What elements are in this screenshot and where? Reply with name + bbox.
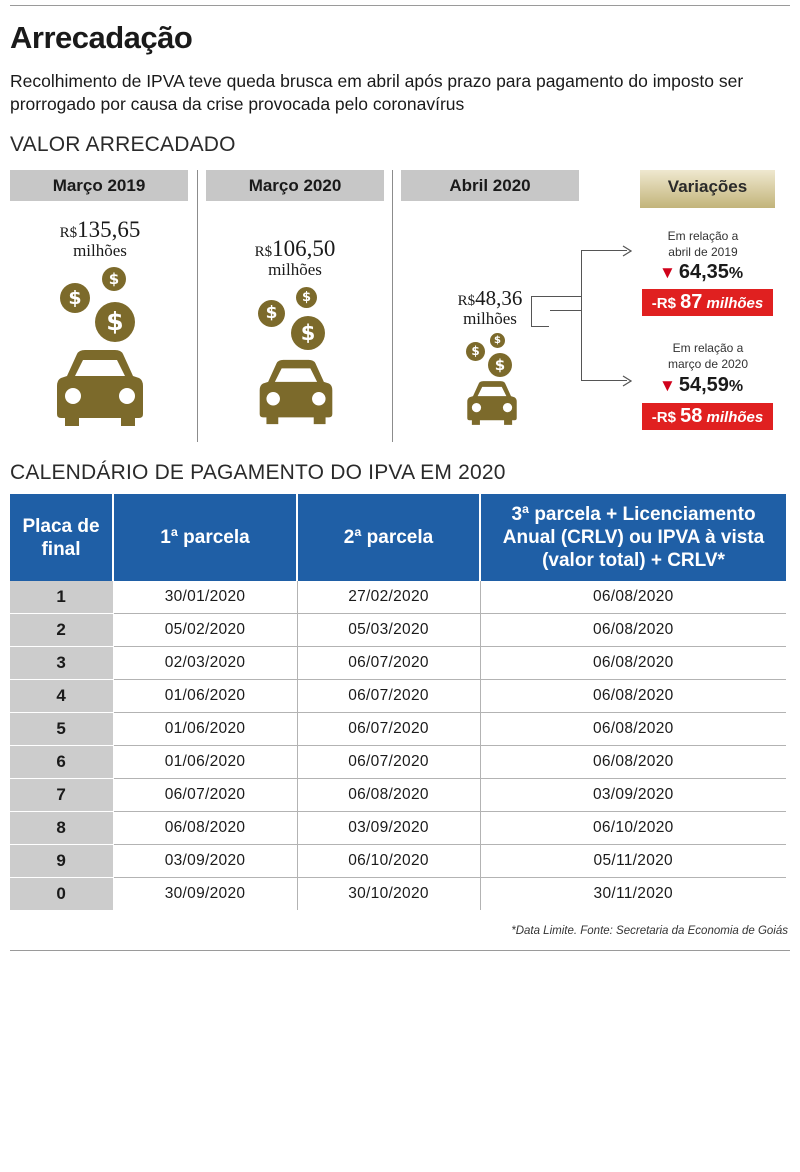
arrow-line [581,250,627,251]
date-cell: 06/08/2020 [480,746,786,779]
variation-percent [659,261,743,284]
date-cell: 27/02/2020 [297,581,480,614]
percent-sign: % [728,265,744,282]
payment-calendar-table [10,494,786,910]
down-triangle-icon: ▼ [659,263,676,282]
column-header-3rd-installment: 3ª parcela + Licenciamento Anual (CRLV) ou IPVA à vista (valor total) + CRLV* [480,494,786,581]
date-cell: 06/07/2020 [113,779,297,812]
table-row [10,614,786,647]
variation-relation: Em relação a abril de 2019 [667,229,739,259]
table-row [10,779,786,812]
table-row [10,680,786,713]
date-cell: 01/06/2020 [113,680,297,713]
coin-icon: $ [488,353,512,377]
date-cell: 06/08/2020 [480,614,786,647]
plate-final-cell: 1 [10,581,113,614]
arrow-line [581,380,627,381]
page-title: Arrecadação [10,20,193,55]
diff-value: 87 [680,291,703,313]
variation-diff-badge [642,289,773,316]
currency-label: R$ [254,244,273,260]
date-cell: 06/10/2020 [297,845,480,878]
currency-label: R$ [457,293,476,309]
table-header-row [10,494,786,581]
table-row [10,812,786,845]
date-cell: 01/06/2020 [113,746,297,779]
period-header-mar-2019: Março 2019 [10,170,188,201]
amount-value: 106,50 [272,236,336,261]
plate-final-cell: 2 [10,614,113,647]
bottom-rule [10,950,790,951]
amount-value: 135,65 [77,217,141,242]
footnote: *Data Limite. Fonte: Secretaria da Economia de Goiás [511,925,788,937]
diff-value: 58 [680,405,703,427]
coin-icon: $ [60,283,90,313]
down-triangle-icon: ▼ [659,376,676,395]
top-rule [10,5,790,6]
amount-value: 48,36 [475,286,523,310]
coin-icon: $ [258,300,285,327]
column-header-2nd-installment: 2ª parcela [297,494,480,581]
car-icon [258,358,334,426]
amount-unit: milhões [73,241,127,261]
arrow-head-icon [622,375,632,387]
currency-label: R$ [59,225,78,241]
coin-icon: $ [490,333,505,348]
percent-value: 64,35 [678,261,729,283]
variation-percent [659,374,743,397]
table-row [10,845,786,878]
date-cell: 06/10/2020 [480,812,786,845]
date-cell: 06/07/2020 [297,680,480,713]
table-row [10,713,786,746]
date-cell: 06/08/2020 [480,713,786,746]
calendar-section-title: CALENDÁRIO DE PAGAMENTO DO IPVA EM 2020 [10,461,506,484]
diff-unit: milhões [706,409,764,426]
plate-final-cell: 5 [10,713,113,746]
page-subtitle: Recolhimento de IPVA teve queda brusca em abril após prazo para pagamento do imposto ser prorrogado por causa da crise provocada pelo coronavírus [10,71,744,114]
date-cell: 06/08/2020 [480,581,786,614]
bracket-line [531,326,549,327]
date-cell: 06/08/2020 [480,680,786,713]
date-cell: 30/01/2020 [113,581,297,614]
collected-section-title: VALOR ARRECADADO [10,133,236,156]
diff-prefix: -R$ [651,409,676,426]
date-cell: 30/11/2020 [593,885,673,902]
date-cell: 02/03/2020 [113,647,297,680]
column-divider [197,170,198,442]
percent-value: 54,59 [678,374,729,396]
column-header-plate: Placa de final [10,494,113,581]
plate-final-cell: 6 [10,746,113,779]
date-cell: 03/09/2020 [113,845,297,878]
period-header-mar-2020: Março 2020 [206,170,384,201]
amount-abr-2020 [430,287,550,328]
date-cell: 06/07/2020 [297,713,480,746]
date-cell: 06/07/2020 [297,647,480,680]
date-cell: 30/10/2020 [297,878,480,911]
coin-icon: $ [102,267,126,291]
date-cell: 03/09/2020 [480,779,786,812]
period-header-abr-2020: Abril 2020 [401,170,579,201]
diff-prefix: -R$ [651,295,676,312]
column-divider [392,170,393,442]
percent-sign: % [728,378,744,395]
variations-header: Variações [640,170,775,208]
plate-final-cell: 3 [10,647,113,680]
table-row [10,746,786,779]
car-icon [466,380,518,426]
column-header-1st-installment: 1ª parcela [113,494,297,581]
car-icon [55,348,145,428]
arrow-head-icon [622,245,632,257]
date-cell: 06/08/2020 [297,779,480,812]
date-cell: 06/08/2020 [480,647,786,680]
date-cell: 05/11/2020 [480,845,786,878]
coin-icon: $ [296,287,317,308]
date-cell: 03/09/2020 [297,812,480,845]
bracket-line [581,250,582,380]
variation-relation: Em relação a março de 2020 [667,341,749,371]
variation-diff-badge [642,403,773,430]
date-cell: 06/07/2020 [297,746,480,779]
amount-unit: milhões [463,308,517,328]
table-row [10,647,786,680]
amount-mar-2019 [30,218,170,260]
plate-final-cell: 9 [10,845,113,878]
table-row [10,581,786,614]
coin-icon: $ [291,316,325,350]
date-cell: 30/09/2020 [113,878,297,911]
coin-icon: $ [466,342,485,361]
amount-unit: milhões [268,260,322,280]
bracket-line [531,296,581,297]
table-row [10,878,786,911]
arrow-line [550,310,581,311]
diff-unit: milhões [706,295,764,312]
amount-mar-2020 [225,237,365,279]
plate-final-cell: 8 [10,812,113,845]
plate-final-cell: 0 [10,878,113,911]
plate-final-cell: 7 [10,779,113,812]
date-cell: 01/06/2020 [113,713,297,746]
coin-icon: $ [95,302,135,342]
date-cell: 05/03/2020 [297,614,480,647]
date-cell: 05/02/2020 [113,614,297,647]
date-cell: 06/08/2020 [113,812,297,845]
plate-final-cell: 4 [10,680,113,713]
bracket-line [531,296,532,326]
